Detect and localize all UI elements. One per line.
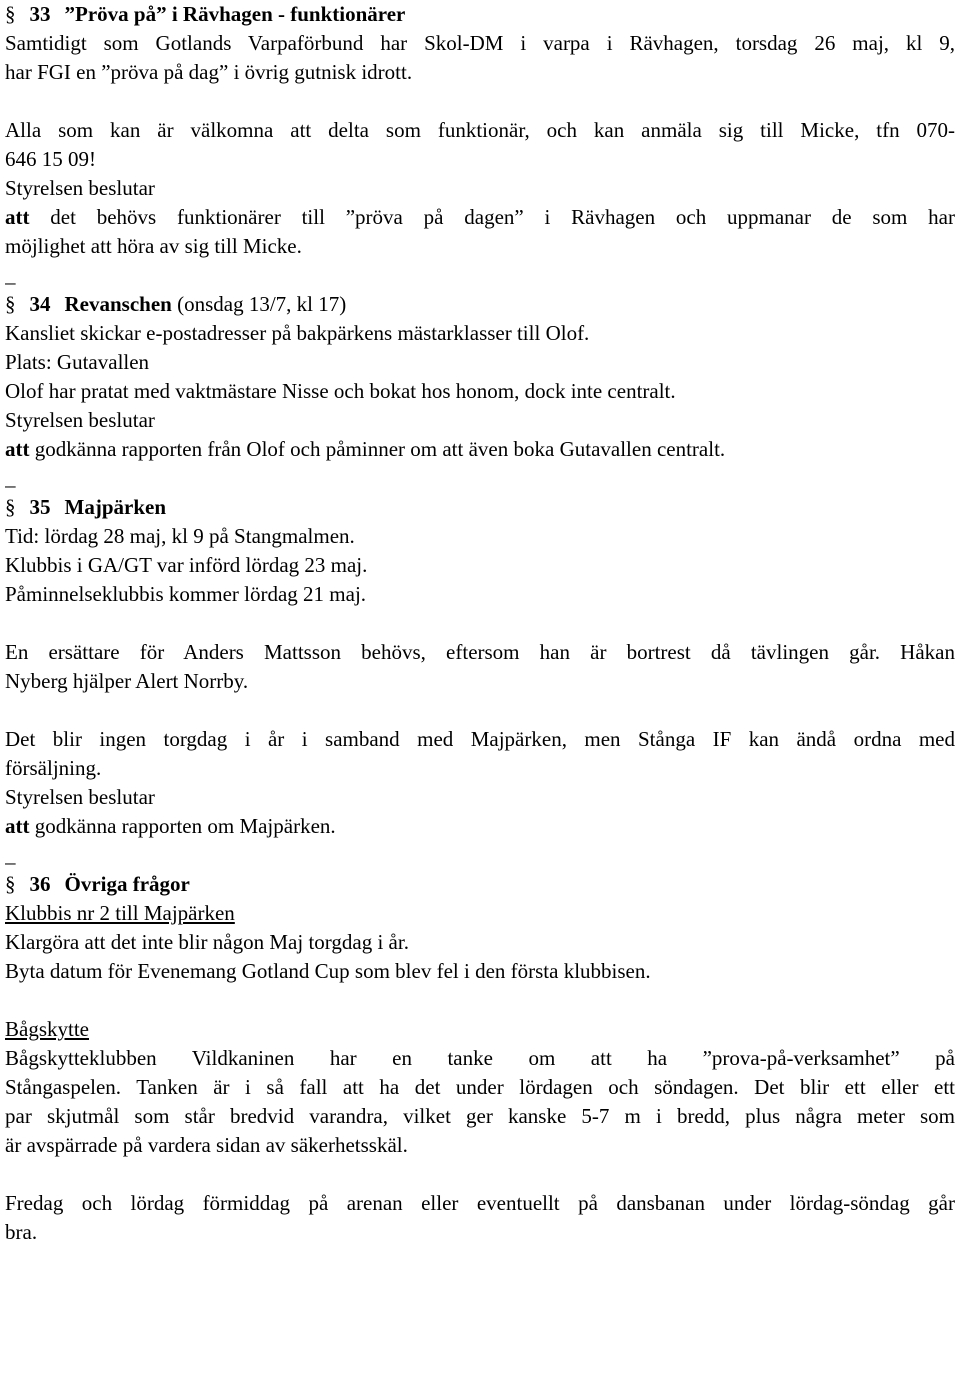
blank-line — [5, 696, 955, 725]
paragraph-line: bra. — [5, 1220, 38, 1244]
decision-heading: Styrelsen beslutar — [5, 785, 155, 809]
blank-line — [5, 986, 955, 1015]
decision-heading: Styrelsen beslutar — [5, 408, 155, 432]
separator-dash: _ — [5, 466, 16, 490]
paragraph-line: Plats: Gutavallen — [5, 350, 150, 374]
paragraph-line: har FGI en ”pröva på dag” i övrig gutnisk idrott. — [5, 60, 413, 84]
section-sign: § — [5, 872, 16, 896]
decision-text: godkänna rapporten från Olof och påminner om att även boka Gutavallen centralt. — [29, 437, 726, 461]
paragraph-line: Tid: lördag 28 maj, kl 9 på Stangmalmen. — [5, 524, 355, 548]
decision-line — [5, 812, 955, 841]
section-sign: § — [5, 2, 16, 26]
section-title: Revanschen — [64, 292, 172, 316]
paragraph-line: Kansliet skickar e-postadresser på bakpärkens mästarklasser till Olof. — [5, 321, 590, 345]
paragraph-line: par skjutmål som står bredvid varandra, vilket ger kanske 5-7 m i bredd, plus några meter som — [5, 1104, 955, 1128]
paragraph-line: Nyberg hjälper Alert Norrby. — [5, 669, 249, 693]
paragraph-line: En ersättare för Anders Mattsson behövs, eftersom han är bortrest då tävlingen går. Håkan — [5, 640, 955, 664]
decision-att: att — [5, 814, 30, 838]
section-number: 36 — [29, 872, 51, 896]
separator-dash: _ — [5, 263, 16, 287]
paragraph-line: försäljning. — [5, 756, 102, 780]
blank-line — [5, 609, 955, 638]
decision-line: möjlighet att höra av sig till Micke. — [5, 234, 302, 258]
section-34-heading — [5, 290, 955, 319]
paragraph-line: Samtidigt som Gotlands Varpaförbund har Skol-DM i varpa i Rävhagen, torsdag 26 maj, kl 9, — [5, 31, 955, 55]
section-title: ”Pröva på” i Rävhagen - funktionärer — [64, 2, 406, 26]
paragraph-line: är avspärrade på vardera sidan av säkerhetsskäl. — [5, 1133, 408, 1157]
section-sign: § — [5, 495, 16, 519]
section-number: 35 — [29, 495, 51, 519]
paragraph-line: Olof har pratat med vaktmästare Nisse och bokat hos honom, dock inte centralt. — [5, 379, 676, 403]
section-date: (onsdag 13/7, kl 17) — [171, 292, 347, 316]
paragraph-line: Byta datum för Evenemang Gotland Cup som blev fel i den första klubbisen. — [5, 959, 651, 983]
decision-heading: Styrelsen beslutar — [5, 176, 155, 200]
section-sign: § — [5, 292, 16, 316]
blank-line — [5, 1160, 955, 1189]
decision-att: att — [5, 205, 30, 229]
paragraph-line: Klargöra att det inte blir någon Maj torgdag i år. — [5, 930, 409, 954]
paragraph-line: Påminnelseklubbis kommer lördag 21 maj. — [5, 582, 367, 606]
section-title: Övriga frågor — [64, 872, 190, 896]
paragraph-line: Stångaspelen. Tanken är i så fall att ha det under lördagen och söndagen. Det blir ett eller ett — [5, 1075, 955, 1099]
decision-text: det behövs funktionärer till ”pröva på dagen” i Rävhagen och uppmanar de som har — [29, 205, 955, 229]
section-35-heading — [5, 493, 955, 522]
blank-line — [5, 87, 955, 116]
section-number: 34 — [29, 292, 51, 316]
decision-text: godkänna rapporten om Majpärken. — [29, 814, 336, 838]
section-36-heading — [5, 870, 955, 899]
section-33-heading — [5, 0, 955, 29]
section-number: 33 — [29, 2, 51, 26]
paragraph-line: Bågskytteklubben Vildkaninen har en tanke om att ha ”prova-på-verksamhet” på — [5, 1046, 955, 1070]
subheading-bagskytte: Bågskytte — [5, 1017, 89, 1041]
subheading-klubbis: Klubbis nr 2 till Majpärken — [5, 901, 235, 925]
decision-att: att — [5, 437, 30, 461]
decision-line — [5, 203, 955, 232]
separator-dash: _ — [5, 843, 16, 867]
paragraph-line: Klubbis i GA/GT var införd lördag 23 maj. — [5, 553, 368, 577]
section-title: Majpärken — [64, 495, 166, 519]
paragraph-line: Det blir ingen torgdag i år i samband med Majpärken, men Stånga IF kan ändå ordna med — [5, 727, 955, 751]
paragraph-line: 646 15 09! — [5, 147, 96, 171]
paragraph-line: Alla som kan är välkomna att delta som funktionär, och kan anmäla sig till Micke, tfn 070- — [5, 118, 955, 142]
paragraph-line: Fredag och lördag förmiddag på arenan eller eventuellt på dansbanan under lördag-söndag går — [5, 1191, 955, 1215]
decision-line — [5, 435, 955, 464]
